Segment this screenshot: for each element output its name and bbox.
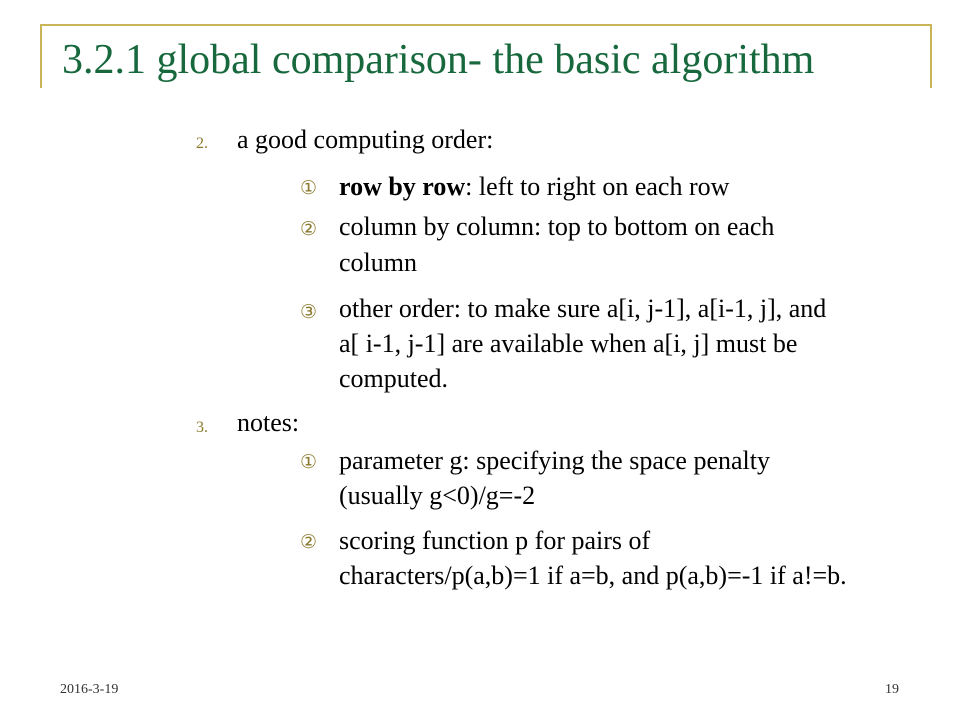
list-marker: 2. [196, 135, 208, 152]
list-item-line: a[ i-1, j-1] are available when a[i, j] must be [339, 329, 798, 358]
list-item-text [339, 169, 729, 205]
list-marker: ② [300, 531, 318, 553]
list-item-text: notes: [237, 408, 300, 437]
list-item-line: column by column: top to bottom on each [339, 212, 775, 241]
list-item-text-rest: : left to right on each row [465, 172, 730, 201]
list-marker: ② [300, 218, 318, 240]
list-item-line: characters/p(a,b)=1 if a=b, and p(a,b)=-1 if a!=b. [339, 561, 847, 590]
list-item-line: (usually g<0)/g=-2 [339, 481, 536, 510]
list-marker: ③ [300, 301, 318, 323]
slide-title: 3.2.1 global comparison- the basic algorithm [62, 37, 815, 83]
page-number: 19 [885, 682, 899, 697]
list-item-line: scoring function p for pairs of [339, 526, 651, 555]
list-item-line: parameter g: specifying the space penalty [339, 446, 770, 475]
list-item-line: other order: to make sure a[i, j-1], a[i-1, j], and [339, 294, 827, 323]
footer-date: 2016-3-19 [60, 682, 119, 697]
list-marker: ① [300, 177, 318, 199]
list-item-text: a good computing order: [237, 125, 494, 154]
list-item-line: computed. [339, 364, 449, 393]
emphasis-text: row by row [339, 172, 466, 201]
list-marker: ① [300, 451, 318, 473]
list-marker: 3. [196, 419, 208, 436]
list-item-line: column [339, 248, 417, 277]
